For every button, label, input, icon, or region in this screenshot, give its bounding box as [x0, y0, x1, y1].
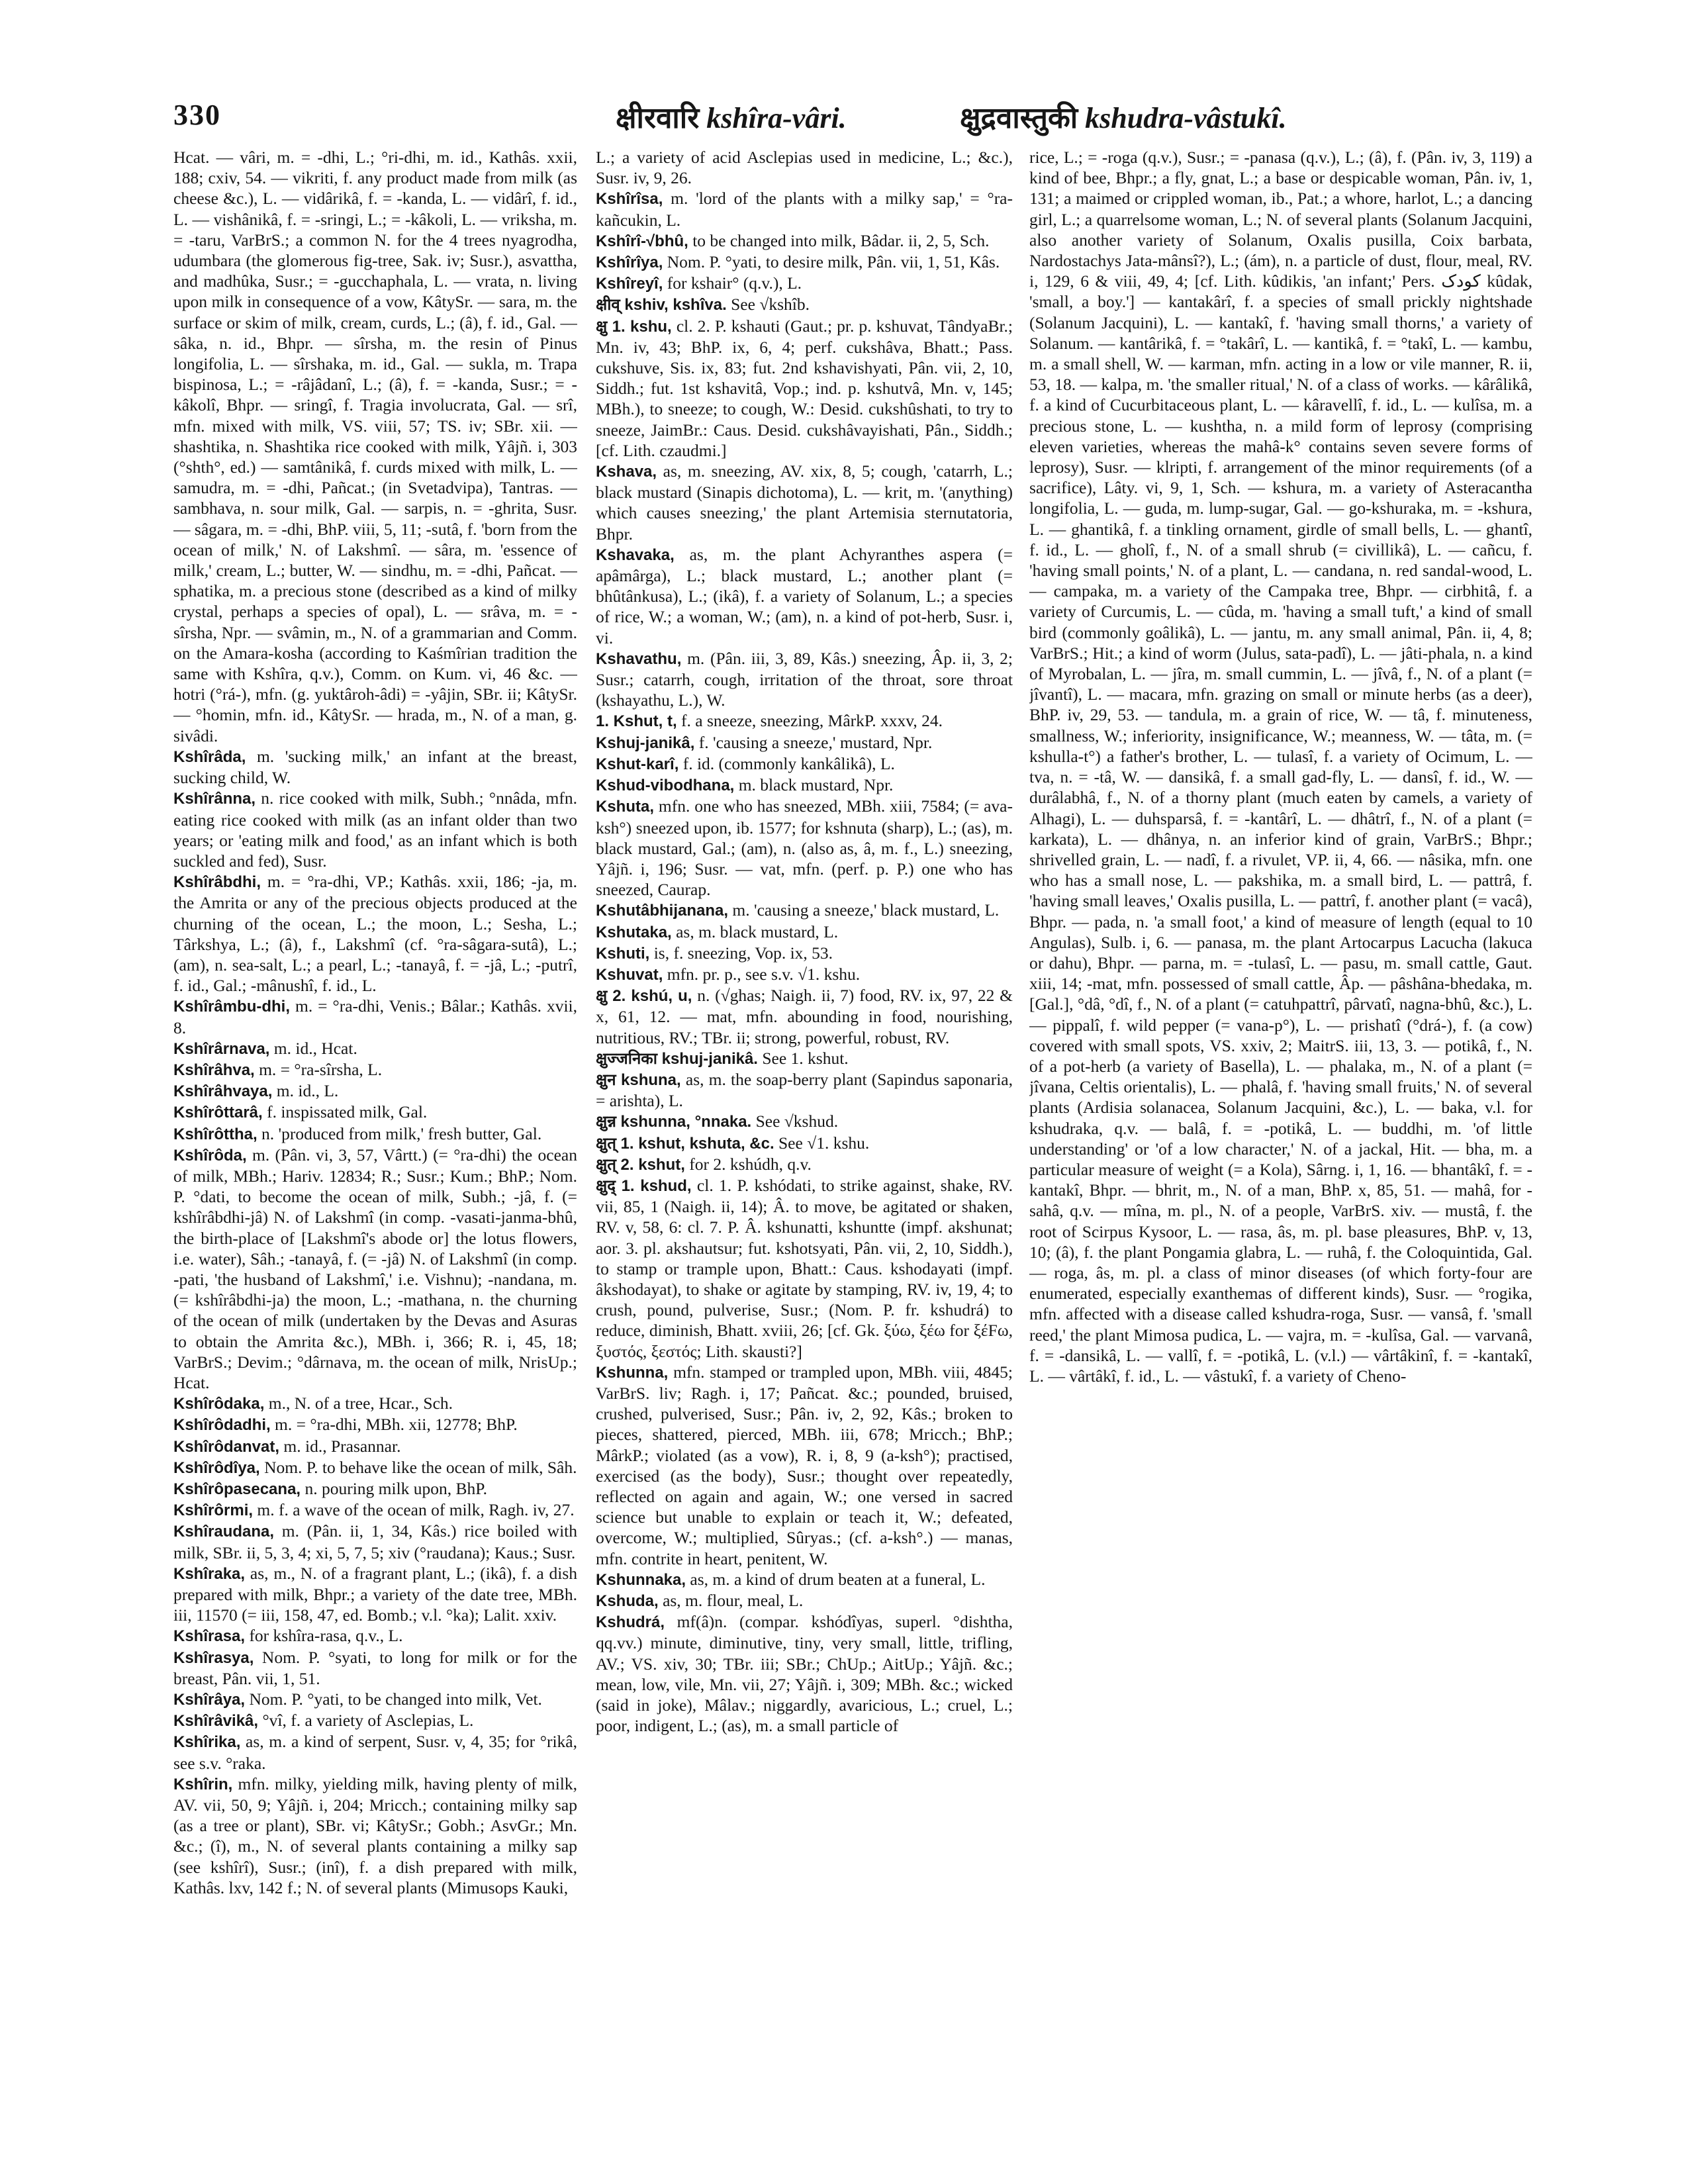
dictionary-entry: [173, 788, 577, 871]
entry-headword: Kshudrá,: [596, 1613, 665, 1632]
entry-text: mfn. pr. p., see s.v. √1. kshu.: [667, 964, 861, 984]
running-header: [0, 93, 1686, 146]
entry-text: Nom. P. °syati, to long for milk or for the breast, Pân. vii, 1, 51.: [173, 1647, 577, 1688]
entry-text: n. pouring milk upon, BhP.: [304, 1479, 488, 1498]
entry-headword: Kshîrâhvaya,: [173, 1082, 273, 1101]
dictionary-entry: [596, 316, 1013, 461]
dictionary-entry: [596, 1611, 1013, 1736]
entry-text: L.; a variety of acid Asclepias used in medicine, L.; &c.), Susr. iv, 9, 26.: [596, 148, 1013, 188]
entry-headword: Kshîrî-√bhû,: [596, 232, 688, 250]
entry-headword: 1. Kshut, t,: [596, 712, 677, 731]
entry-headword: Kshîrôdanvat,: [173, 1437, 280, 1456]
entry-text: m. (Pân. vi, 3, 57, Vârtt.) (= °ra-dhi) the ocean of milk, MBh.; Hariv. 12834; R.; Susr.; Kum.; BhP.; Nom. P. °dati, to become the ocean of milk, Subh.; -jâ, f. (= kshîrâbdhi-jâ) N. of Lakshmî (in comp. -vasati-janma-bhû, the birth-place of [Lakshmî's abode or] the lotus flowers, i.e. water), Sâh.; -tanayâ, f. (= -jâ) N. of Lakshmî (in comp. -pati, 'the husband of Lakshmî,' i.e. Vishnu); -nandana, m. (= kshîrâbdhi-ja) the moon, L.; -mathana, n. the churning of the ocean of milk (undertaken by the Devas and Asuras to obtain the Amrita &c.), MBh. i, 366; R. i, 45, 18; VarBrS.; Devim.; °dârnava, m. the ocean of milk, NrisUp.; Hcat.: [173, 1145, 577, 1392]
entry-headword: Kshîrîsa,: [596, 190, 663, 209]
entry-text: for 2. kshúdh, q.v.: [689, 1154, 812, 1174]
entry-text: m. 'lord of the plants with a milky sap,' = °ra-kañcukin, L.: [596, 189, 1013, 230]
dictionary-entry: [173, 1102, 577, 1123]
dictionary-entry: [173, 1080, 577, 1102]
entry-headword: Kshuti,: [596, 944, 650, 963]
entry-text: as, m., N. of a fragrant plant, L.; (ikâ), f. a dish prepared with milk, Bhpr.; a variety of the date tree, MBh. iii, 11570 (= iii, 158, 47, ed. Bomb.; v.l. °ka); Lalit. xxiv.: [173, 1563, 577, 1625]
entry-headword: क्षुत् 1. kshut, kshuta, &c.: [596, 1134, 774, 1153]
dictionary-entry: [596, 1069, 1013, 1111]
entry-headword: Kshîrasya,: [173, 1648, 254, 1667]
dictionary-entry: [173, 1647, 577, 1689]
dictionary-entry: [173, 1393, 577, 1414]
entry-headword: Kshîraudana,: [173, 1523, 275, 1541]
dictionary-entry: [596, 273, 1013, 294]
entry-headword: क्षुत् 2. kshut,: [596, 1155, 685, 1174]
entry-headword: Kshunnaka,: [596, 1570, 686, 1589]
entry-headword: Kshîrâmbu-dhi,: [173, 998, 291, 1016]
entry-headword: Kshîrôdadhi,: [173, 1416, 271, 1435]
entry-headword: Kshîrâhva,: [173, 1061, 255, 1079]
dictionary-entry: [596, 147, 1013, 188]
dictionary-entry: [596, 732, 1013, 753]
entry-headword: Kshîreyî,: [596, 275, 663, 293]
entry-text: m. = °ra-sîrsha, L.: [259, 1059, 383, 1079]
entry-headword: Kshîrânna,: [173, 790, 256, 808]
entry-text: Nom. P. to behave like the ocean of milk, Sâh.: [264, 1457, 577, 1477]
dictionary-entry: [596, 544, 1013, 648]
dictionary-entry: [173, 1499, 577, 1521]
header-left-guide-word: [616, 97, 847, 136]
entry-text: for kshîra-rasa, q.v., L.: [249, 1626, 403, 1646]
dictionary-entry: [173, 746, 577, 788]
entry-headword: Kshîrôdaka,: [173, 1395, 265, 1413]
entry-headword: Kshavathu,: [596, 649, 682, 668]
dictionary-entry: [173, 1710, 577, 1731]
entry-headword: Kshavaka,: [596, 546, 675, 564]
dictionary-entry: [596, 1362, 1013, 1569]
entry-headword: क्षु 1. kshu,: [596, 317, 672, 336]
entry-text: m. = °ra-dhi, VP.; Kathâs. xxii, 186; -ja, m. the Amrita or any of the precious objects produced at the churning of the ocean, L.; the moon, L.; Sesha, L.; Târkshya, L.; (â), f., Lakshmî (cf. °ra-sâgara-sutâ), L.; (am), n. sea-salt, L.; a pearl, L.; -tanayâ, f. = -jâ, L.; -putrî, f. id., Gal.; -mânushî, f. id., L.: [173, 872, 577, 996]
entry-headword: Kshîrôda,: [173, 1146, 247, 1164]
entry-text: n. (√ghas; Naigh. ii, 7) food, RV. ix, 97, 22 & x, 61, 12. — mat, mfn. abounding in food, nourishing, nutritious, RV.; TBr. ii; strong, powerful, robust, RV.: [596, 986, 1013, 1047]
dictionary-entry: [173, 1436, 577, 1457]
entry-headword: Kshîrôdîya,: [173, 1458, 260, 1477]
entry-headword: Kshîrôttha,: [173, 1125, 258, 1143]
dictionary-entry: [173, 1563, 577, 1626]
dictionary-entry: [173, 147, 577, 746]
dictionary-entry: [596, 1048, 1013, 1069]
entry-text: m. black mustard, Npr.: [738, 775, 894, 795]
dictionary-entry: [596, 188, 1013, 230]
entry-headword: क्षुन kshuna,: [596, 1070, 681, 1089]
entry-headword: Kshîrôpasecana,: [173, 1480, 301, 1498]
entry-headword: क्षीव् kshiv, kshîva.: [596, 296, 727, 314]
dictionary-entry: [596, 230, 1013, 252]
dictionary-entry: [173, 1059, 577, 1080]
entry-text: m. 'causing a sneeze,' black mustard, L.: [732, 900, 1000, 920]
entry-headword: Kshîrasa,: [173, 1627, 246, 1646]
entry-headword: Kshîrôrmi,: [173, 1501, 254, 1520]
dictionary-entry: [596, 1175, 1013, 1362]
entry-headword: क्षुन्न kshunna, °nnaka.: [596, 1113, 752, 1131]
dictionary-entry: [173, 1731, 577, 1773]
entry-headword: क्षु 2. kshú, u,: [596, 987, 692, 1006]
dictionary-entry: [596, 1111, 1013, 1132]
entry-headword: Kshuda,: [596, 1592, 659, 1611]
entry-text: is, f. sneezing, Vop. ix, 53.: [653, 943, 833, 963]
dictionary-entry: [596, 648, 1013, 711]
entry-headword: Kshîrârnava,: [173, 1039, 270, 1058]
entry-text: n. rice cooked with milk, Subh.; °nnâda, mfn. eating rice cooked with milk (as an infant older than two years; or 'eating milk and food,' as an infant which is both suckled and fed), Susr.: [173, 788, 577, 871]
entry-text: as, m. flour, meal, L.: [663, 1591, 804, 1611]
entry-text: mf(â)n. (compar. kshódîyas, superl. °dishtha, qq.vv.) minute, diminutive, tiny, very small, little, trifling, AV.; VS. xiv, 30; TBr. iii; SBr.; ChUp.; AitUp.; Yâjñ. &c.; mean, low, vile, Mn. vii, 27; Yâjñ. i, 309; MBh. &c.; wicked (said in joke), Mâlav.; niggardly, avaricious, L.; cruel, L.; poor, indigent, L.; (as), m. a small particle of: [596, 1612, 1013, 1736]
entry-text: as, m. sneezing, AV. xix, 8, 5; cough, 'catarrh, L.; black mustard (Sinapis dichotoma), L. — krit, m. '(anything) which causes sneezing,' the plant Artemisia sternutatoria, Bhpr.: [596, 461, 1013, 544]
dictionary-entry: [596, 1590, 1013, 1611]
dictionary-entry: [173, 1414, 577, 1435]
dictionary-entry: [596, 775, 1013, 796]
entry-text: n. 'produced from milk,' fresh butter, Gal.: [261, 1123, 542, 1143]
entry-headword: Kshava,: [596, 463, 657, 481]
dictionary-entry: [173, 996, 577, 1037]
entry-text: f. id. (commonly kankâlikâ), L.: [682, 753, 895, 773]
entry-text: f. a sneeze, sneezing, MârkP. xxxv, 24.: [681, 711, 943, 731]
dictionary-entry: [173, 1123, 577, 1145]
dictionary-entry: [173, 1457, 577, 1478]
entry-text: m. f. a wave of the ocean of milk, Ragh. iv, 27.: [257, 1500, 575, 1520]
dictionary-entry: [596, 710, 1013, 732]
entry-headword: Kshuvat,: [596, 965, 663, 984]
entry-headword: Kshunna,: [596, 1363, 669, 1382]
entry-text: m., N. of a tree, Hcar., Sch.: [268, 1394, 453, 1413]
dictionary-entry: [596, 964, 1013, 985]
dictionary-entry: [596, 753, 1013, 775]
dictionary-entry: [596, 1133, 1013, 1154]
entry-headword: Kshîrôttarâ,: [173, 1104, 263, 1122]
entry-text: cl. 2. P. kshauti (Gaut.; pr. p. kshuvat, TândyaBr.; Mn. iv, 43; BhP. ix, 6, 4; perf. cukshâva, Bhatt.; Pass. cukshuve, Sis. ix, 83; fut. 2nd kshavishyati, Pân. vii, 2, 10, Siddh.; fut. 1st kshavitâ, Vop.; ind. p. kshutvâ, Mn. v, 145; MBh.), to sneeze; to cough, W.: Desid. cukshûshati, to try to sneeze, JaimBr.: Caus. Desid. cukshâvayishati, Pân., Siddh.; [cf. Lith. czaudmi.]: [596, 316, 1013, 460]
dictionary-entry: [173, 1145, 577, 1393]
entry-text: as, m. the plant Achyranthes aspera (= apâmârga), L.; black mustard, L.; another plant (= bhûtânkusa), L.; (ikâ), f. a variety of Solanum, L.; a species of rice, W.; a woman, W.; (am), n. a kind of pot-herb, Susr. i, vi.: [596, 544, 1013, 647]
entry-headword: Kshîrika,: [173, 1733, 241, 1752]
dictionary-entry: [596, 252, 1013, 273]
entry-text: rice, L.; = -roga (q.v.), Susr.; = -panasa (q.v.), L.; (â), f. (Pân. iv, 3, 119) a kind of bee, Bhpr.; a fly, gnat, L.; a base or despicable woman, Pân. iv, 1, 131; a maimed or crippled woman, ib., Pat.; a whore, harlot, L.; a dancing girl, L.; a quarrelsome woman, L.; N. of several plants (Solanum Jacquini, also another variety of Solanum, Oxalis pusilla, Coix barbata, Nardostachys Jata-mânsî?), L.; (ám), n. a particle of dust, flour, meal, RV. i, 129, 6 & viii, 49, 4; [cf. Lith. kûdikis, 'an infant;' Pers. کودک kûdak, 'small, a boy.'] — kantakârî, f. a species of small prickly nightshade (Solanum Jacquini), L. — kantakî, f. 'having small thorns,' a variety of Solanum. — kantârikâ, f. = °takârî, L. — kantikâ, f. = °takî, L. — kambu, m. a small shell, W. — karman, mfn. acting in a low or vile manner, R. ii, 53, 18. — kalpa, m. 'the smaller ritual,' N. of a class of works. — kârâlikâ, f. a kind of Cucurbitaceous plant, L. — kâravellî, f. id., L. — kulîsa, m. a precious stone, L. — kushtha, n. a mild form of leprosy (comprising eleven varieties, whereas the mahâ-k° contains seven severe forms of leprosy), Susr. — klripti, f. arrangement of the minor requirements (of a sacrifice), Lâty. vi, 9, 1, Sch. — kshura, m. a variety of Asteracantha longifolia, L. — guda, m. lump-sugar, Gal. — go-kshuraka, m. = -kshura, L. — ghantikâ, f. a tinkling ornament, girdle of small bells, L. — ghantî, f. id., L. — gholî, f., N. of a small shrub (= civillikâ), L. — cañcu, f. 'having small points,' N. of a plant, L. — candana, n. red sandal-wood, L. — campaka, m. a variety of the Campaka tree, Bhpr. — cirbhitâ, f. a variety of Curcumis, L. — cûda, m. 'having a small tuft,' a kind of small bird (commonly goâlikâ), L. — jantu, m. any small animal, Pân. ii, 4, 8; VarBrS.; Hit.; a kind of worm (Julus, sata-padî), L. — jâti-phala, n. a kind of Myrobalan, L. — jîra, m. small cummin, L. — jîvâ, f., N. of a plant (= jîvantî), L. — macara, mfn. grazing on small or minute herbs (as a deer), BhP. iv, 29, 53. — tandula, m. a grain of rice, W. — tâ, f. minuteness, smallness, W.; inferiority, insignificance, W.; meanness, W. — tâta, m. (= kshulla-t°) a father's brother, L. — tulasî, f. a variety of Ocimum, L. — tva, n. = -tâ, W. — dansikâ, f. a small gad-fly, L. — dansî, f. id., W. — durâlabhâ, f., N. of a thorny plant (much eaten by camels, a variety of Alhagi), L. — duhsparsâ, f. = -kantârî, L. — dhâtrî, f., N. of a plant (= karkata), L. — dhânya, n. an inferior kind of grain, VarBrS.; Bhpr.; shrivelled grain, L. — nadî, f. a rivulet, VP. ii, 4, 66. — nâsika, mfn. one who has a small nose, L. — pakshika, m. a small bird, L. — pattrâ, f. 'having small leaves,' Oxalis pusilla, L. — pattrî, f. another plant (= vacâ), Bhpr. — pada, n. 'a small foot,' a kind of measure of length (equal to 10 Angulas), Sulb. i, 6. — panasa, m. the plant Artocarpus Lacucha (lakuca or dahu), Bhpr. — parna, m. = -tulasî, L. — pasu, m. small cattle, Gaut. xiii, 14; -mat, mfn. possessed of small cattle, Âp. — pâshâna-bhedaka, m. [Gal.], °dâ, °dî, f., N. of a plant (= catuhpattrî, pârvatî, nagna-bhû, &c.), L. — pippalî, f. wild pepper (= vana-p°), L. — prishatî (°drá-), f. (a cow) covered with small spots, VS. xxiv, 2; MaitrS. iii, 13, 3. — potikâ, f., N. of a pot-herb (a variety of Basella), L. — phalaka, m., N. of a plant (= jîvana, Celtis orientalis), L. — phalâ, f. 'having small fruits,' N. of several plants (Ardisia solanacea, Solanum Jacquini, &c.), L. — baka, v.l. for kshudraka, q.v. — balâ, f. = -potikâ, L. — buddhi, m. 'of little understanding' or 'of a low character,' N. of a jackal, Hit. — bha, m. a particular measure of weight (= a Kola), Sârng. i, 1, 16. — bhantâkî, f. = -kantakî, Bhpr. — bhrit, m., N. of a man, BhP. x, 85, 51. — mahâ, for -sahâ, q.v. — mîna, m. pl., N. of a people, VarBrS. xiv. — mustâ, f. the root of Scirpus Kysoor, L. — rasa, âs, m. pl. base pleasures, BhP. v, 13, 10; (â), f. the plant Pongamia glabra, L. — ruhâ, f. the Coloquintida, Gal. — roga, âs, m. pl. a class of minor diseases (of which forty-four are enumerated, especially exanthemas of different kinds), Susr. — °rogika, mfn. affected with a disease called kshudra-roga, Susr. — vansâ, f. 'small reed,' the plant Mimosa pudica, L. — vajra, m. = -kulîsa, Gal. — varvanâ, f. = -dansikâ, L. — vallî, f. = -potikâ, L. (v.l.) — vârtâkinî, f. = -kantakî, L. — vârtâkî, f. id., L. — vâstukî, f. a variety of Cheno-: [1029, 148, 1532, 1386]
entry-headword: Kshut-karî,: [596, 755, 679, 773]
entry-text: Nom. P. °yati, to desire milk, Pân. vii, 1, 51, Kâs.: [667, 252, 1000, 272]
entry-text: as, m. a kind of serpent, Susr. v, 4, 35; for °rikâ, see s.v. °raka.: [173, 1732, 577, 1773]
text-column-2: [596, 147, 1013, 2160]
entry-text: m. = °ra-dhi, MBh. xii, 12778; BhP.: [275, 1415, 518, 1435]
entry-text: to be changed into milk, Bâdar. ii, 2, 5, Sch.: [692, 230, 990, 250]
entry-headword: क्षुज्जनिका kshuj-janikâ.: [596, 1049, 758, 1068]
header-left-roman: kshîra-vâri.: [706, 102, 847, 134]
entry-text: See √kshud.: [755, 1112, 839, 1131]
entry-headword: क्षुद् 1. kshud,: [596, 1176, 692, 1195]
entry-text: f. inspissated milk, Gal.: [267, 1102, 428, 1122]
entry-headword: Kshîrâda,: [173, 747, 246, 766]
entry-headword: Kshîraka,: [173, 1564, 246, 1583]
entry-text: cl. 1. P. kshódati, to strike against, shake, RV. vii, 85, 1 (Naigh. ii, 14); Â. to move, be agitated or shaken, RV. v, 58, 6: cl. 7. P. Â. kshunatti, kshuntte (impf. akshunat; aor. 3. pl. akshautsur; fut. kshotsyati, Pân. vii, 2, 10, Siddh.), to stamp or trample upon, Bhatt.: Caus. kshodayati (impf. âkshodayat), to shake or agitate by stamping, RV. iv, 19, 4; to crush, pound, pulverise, Susr.; (Nom. P. fr. kshudrá) to reduce, diminish, Bhatt. xviii, 26; [cf. Gk. ξύω, ξέω for ξέFω, ξυστός, ξεστός; Lith. skausti?]: [596, 1175, 1013, 1361]
page-number: 330: [173, 99, 221, 131]
entry-headword: Kshuta,: [596, 798, 655, 816]
entry-text: See 1. kshut.: [762, 1048, 849, 1068]
entry-text: as, m. black mustard, L.: [676, 922, 839, 941]
entry-headword: Kshîrâbdhi,: [173, 873, 261, 892]
dictionary-entry: [173, 1689, 577, 1710]
dictionary-entry: [596, 796, 1013, 900]
entry-text: Nom. P. °yati, to be changed into milk, Vet.: [249, 1689, 542, 1709]
dictionary-entry: [596, 900, 1013, 921]
text-column-3: [1029, 147, 1532, 2160]
entry-text: m. id., L.: [276, 1081, 339, 1101]
header-right-devanagari: क्षुद्रवास्तुकी: [960, 101, 1078, 135]
header-right-guide-word: [960, 97, 1287, 136]
entry-text: f. 'causing a sneeze,' mustard, Npr.: [698, 732, 933, 752]
entry-text: m. (Pân. ii, 1, 34, Kâs.) rice boiled with milk, SBr. ii, 5, 3, 4; xi, 5, 7, 5; xiv (°raudana); Kaus.; Susr.: [173, 1521, 577, 1562]
dictionary-entry: [596, 294, 1013, 315]
text-column-1: [173, 147, 577, 2160]
header-right-roman: kshudra-vâstukî.: [1085, 102, 1287, 134]
entry-text: for kshair° (q.v.), L.: [667, 273, 802, 293]
entry-text: °vî, f. a variety of Asclepias, L.: [262, 1711, 474, 1731]
dictionary-entry: [596, 922, 1013, 943]
dictionary-entry: [173, 1625, 577, 1646]
dictionary-entry: [1029, 147, 1532, 1386]
entry-text: mfn. one who has sneezed, MBh. xiii, 7584; (= ava-ksh°) sneezed upon, ib. 1577; for kshnuta (sharp), L.; (as), m. black mustard, Gal.; (am), n. (also as, â, m. f., L.) sneezing, Yâjñ. i, 196; Susr. — vat, mfn. (perf. p. P.) one who has sneezed, Caurap.: [596, 796, 1013, 900]
dictionary-entry: [596, 943, 1013, 964]
entry-text: m. id., Prasannar.: [283, 1436, 401, 1456]
dictionary-entry: [173, 871, 577, 996]
entry-headword: Kshutaka,: [596, 923, 672, 941]
entry-text: m. id., Hcat.: [273, 1038, 357, 1058]
dictionary-entry: [596, 985, 1013, 1048]
entry-text: See √kshîb.: [731, 295, 810, 314]
dictionary-entry: [173, 1478, 577, 1499]
entry-text: m. = °ra-dhi, Venis.; Bâlar.; Kathâs. xvii, 8.: [173, 996, 577, 1037]
entry-headword: Kshîrin,: [173, 1775, 233, 1793]
entry-text: mfn. milky, yielding milk, having plenty of milk, AV. vii, 50, 9; Yâjñ. i, 204; Mricch.; containing milky sap (as a tree or plant), SBr. vi; KâtySr.; Gobh.; AsvGr.; Mn. &c.; (î), m., N. of several plants containing a milky sap (see kshîrî), Susr.; (inî), f. a dish prepared with milk, Kathâs. lxv, 142 f.; N. of several plants (Mimusops Kauki,: [173, 1774, 577, 1897]
entry-text: m. (Pân. iii, 3, 89, Kâs.) sneezing, Âp. ii, 3, 2; Susr.; catarrh, cough, irritation of the throat, sore throat (kshayathu, L.), W.: [596, 648, 1013, 710]
entry-headword: Kshutâbhijanana,: [596, 902, 729, 920]
entry-headword: Kshud-vibodhana,: [596, 777, 735, 795]
entry-text: as, m. the soap-berry plant (Sapindus saponaria, = arishta), L.: [596, 1069, 1013, 1111]
entry-headword: Kshîrîya,: [596, 254, 663, 272]
dictionary-entry: [596, 1154, 1013, 1175]
entry-text: as, m. a kind of drum beaten at a funeral, L.: [690, 1569, 986, 1589]
entry-headword: Kshuj-janikâ,: [596, 734, 695, 752]
entry-text: mfn. stamped or trampled upon, MBh. viii, 4845; VarBrS. liv; Ragh. i, 17; Pañcat. &c.; pounded, bruised, crushed, pulverised, Susr.; Pân. iv, 2, 92, Kâs.; broken to pieces, shattered, pierced, MBh. iii, 678; Mricch.; BhP.; MârkP.; violated (as a vow), R. i, 8, 9 (a-ksh°); practised, exercised (as the body), Susr.; thought over repeatedly, reflected on again and again, W.; one versed in sacred science but unable to explain or teach it, W.; defeated, overcome, W.; multiplied, Sûryas.; (cf. a-ksh°.) — manas, mfn. contrite in heart, penitent, W.: [596, 1362, 1013, 1568]
entry-headword: Kshîrâya,: [173, 1691, 246, 1709]
dictionary-entry: [596, 461, 1013, 544]
header-left-devanagari: क्षीरवारि: [616, 101, 700, 135]
dictionary-entry: [173, 1038, 577, 1059]
entry-text: See √1. kshu.: [778, 1133, 870, 1153]
dictionary-entry: [596, 1569, 1013, 1590]
entry-text: m. 'sucking milk,' an infant at the breast, sucking child, W.: [173, 746, 577, 788]
dictionary-entry: [173, 1521, 577, 1562]
entry-text: Hcat. — vâri, m. = -dhi, L.; °ri-dhi, m. id., Kathâs. xxii, 188; cxiv, 54. — vikriti, f. any product made from milk (as cheese &c.), L. — vidârikâ, f. = -kanda, L. — vidârî, f. id., L. — vishânikâ, f. = -sringi, L.; = -kâkoli, L. — vriksha, m. = -taru, VarBrS.; a common N. for the 4 trees nyagrodha, udumbara (the glomerous fig-tree, Sak. iv; Susr.), asvattha, and madhûka, Susr.; = -gucchaphala, L. — vrata, n. living upon milk in consequence of a vow, KâtySr. — sara, m. the surface or skim of milk, cream, curds, L.; (â), f. id., Gal. — sâka, n. id., Bhpr. — sîrsha, m. the resin of Pinus longifolia, L. — sîrshaka, m. id., Gal. — sukla, m. Trapa bispinosa, L.; = -râjâdanî, L.; (â), f. = -kanda, Susr.; = -kâkolî, Bhpr. — sringî, f. Tragia involucrata, Gal. — srî, mfn. mixed with milk, VS. viii, 57; TS. iv; SBr. xii. — shashtika, n. Shashtika rice cooked with milk, Yâjñ. i, 303 (°shth°, ed.) — samtânikâ, f. curds mixed with milk, L. — samudra, m. = -dhi, Pañcat.; (in Svetadvipa), Tantras. — sambhava, n. sour milk, Gal. — sarpis, n. = -ghrita, Susr. — sâgara, m. = -dhi, BhP. viii, 5, 11; -sutâ, f. 'born from the ocean of milk,' N. of Lakshmî. — sâra, m. 'essence of milk,' cream, L.; butter, W. — sindhu, m. = -dhi, Pañcat. — sphatika, m. a precious stone (described as a kind of milky crystal, perhaps a species of opal), L. — srâva, m. = -sîrsha, Npr. — svâmin, m., N. of a grammarian and Comm. on the Amara-kosha (according to Kaśmîrian tradition the same with Kshîra, q.v.), Comm. on Kum. vi, 46 &c. — hotri (°rá-), mfn. (g. yuktâroh-âdi) = -yâjin, SBr. ii; KâtySr. — °homin, mfn. id., KâtySr. — hrada, m., N. of a man, g. sivâdi.: [173, 148, 577, 745]
entry-headword: Kshîrâvikâ,: [173, 1712, 259, 1731]
dictionary-entry: [173, 1774, 577, 1898]
